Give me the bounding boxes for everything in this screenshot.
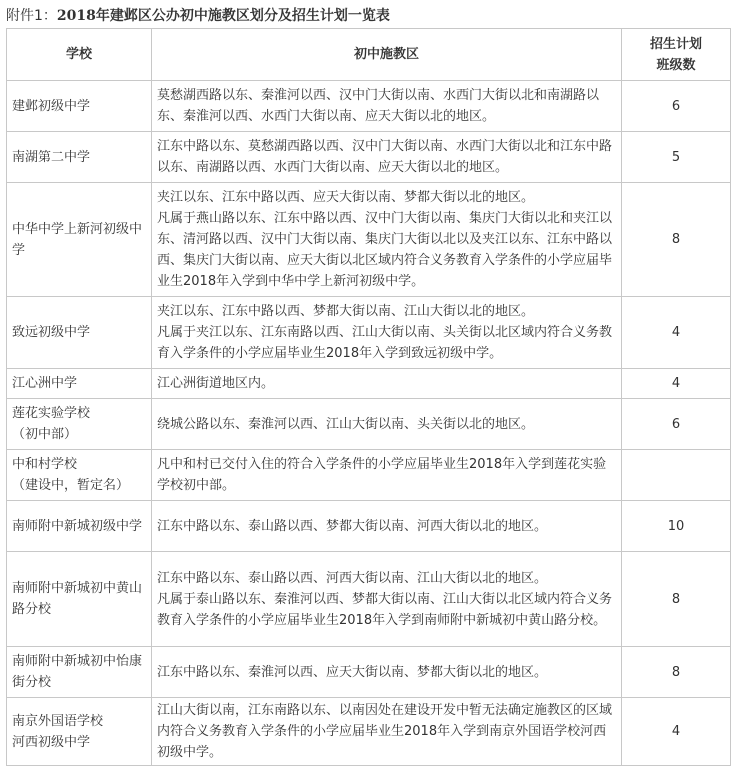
cell-classes: 8 bbox=[622, 183, 731, 297]
school-name-line: 莲花实验学校 bbox=[12, 406, 91, 421]
header-school: 学校 bbox=[7, 29, 152, 81]
school-name-line: 南师附中新城初级中学 bbox=[12, 518, 143, 534]
area-paragraph: 凡中和村已交付入住的符合入学条件的小学应届毕业生2018年入学到莲花实验学校初中部。 bbox=[157, 457, 607, 493]
cell-area bbox=[152, 450, 622, 501]
area-paragraph: 江山大街以南，江东南路以东、以南因处在建设开发中暂无法确定施教区的区域内符合义务教育入学条件的小学应届毕业生2018年入学到南京外国语学校河西初级中学。 bbox=[157, 703, 613, 760]
school-name-line: 中和村学校 bbox=[12, 457, 78, 472]
enrollment-plan-table bbox=[6, 28, 731, 766]
school-name-line: 南湖第二中学 bbox=[12, 149, 91, 165]
school-name-line: 江心洲中学 bbox=[12, 376, 78, 391]
cell-classes: 8 bbox=[622, 647, 731, 698]
cell-school bbox=[7, 698, 152, 766]
header-area: 初中施教区 bbox=[152, 29, 622, 81]
area-paragraph: 凡属于燕山路以东、江东中路以西、汉中门大街以南、集庆门大街以北和夹江以东、清河路以西、汉中门大街以南、集庆门大街以北以及夹江以东、江东中路以西、集庆门大街以南、应天大街以北区域内符合义务教育入学条件的小学应届毕业生2018年入学到中华中学上新河初级中学。 bbox=[157, 211, 613, 289]
title-prefix: 附件1： bbox=[6, 8, 57, 24]
cell-classes: 6 bbox=[622, 399, 731, 450]
cell-area bbox=[152, 369, 622, 399]
cell-classes: 8 bbox=[622, 552, 731, 647]
school-name-line: 南师附中新城初中怡康街分校 bbox=[12, 654, 143, 690]
table-row bbox=[7, 297, 731, 369]
title-main: 2018年建邺区公办初中施教区划分及招生计划一览表 bbox=[56, 8, 390, 24]
cell-school bbox=[7, 183, 152, 297]
table-row bbox=[7, 647, 731, 698]
area-paragraph: 夹江以东、江东中路以西、应天大街以南、梦都大街以北的地区。 bbox=[157, 190, 535, 205]
table-row bbox=[7, 81, 731, 132]
cell-school bbox=[7, 450, 152, 501]
cell-classes: 4 bbox=[622, 698, 731, 766]
document-title bbox=[6, 4, 390, 28]
cell-school bbox=[7, 132, 152, 183]
header-classes-line1: 招生计划 bbox=[649, 36, 702, 52]
table-body bbox=[7, 81, 731, 766]
cell-classes: 5 bbox=[622, 132, 731, 183]
cell-classes: 4 bbox=[622, 369, 731, 399]
area-paragraph: 江东中路以东、秦淮河以西、应天大街以南、梦都大街以北的地区。 bbox=[157, 664, 548, 680]
cell-area bbox=[152, 81, 622, 132]
school-name-line: 南师附中新城初中黄山路分校 bbox=[12, 581, 143, 617]
cell-classes: 4 bbox=[622, 297, 731, 369]
school-name-line: 建邺初级中学 bbox=[12, 98, 91, 114]
cell-area bbox=[152, 501, 622, 552]
table-row bbox=[7, 501, 731, 552]
cell-area bbox=[152, 698, 622, 766]
cell-area bbox=[152, 399, 622, 450]
table-row bbox=[7, 552, 731, 647]
school-name-line: 河西初级中学 bbox=[12, 734, 91, 750]
school-name-line: （建设中，暂定名） bbox=[12, 478, 130, 493]
cell-school bbox=[7, 369, 152, 399]
cell-area bbox=[152, 132, 622, 183]
area-paragraph: 江东中路以东、泰山路以西、梦都大街以南、河西大街以北的地区。 bbox=[157, 518, 548, 534]
area-paragraph: 凡属于夹江以东、江东南路以西、江山大街以南、头关街以北区域内符合义务教育入学条件的小学应届毕业生2018年入学到致远初级中学。 bbox=[157, 325, 613, 361]
table-row bbox=[7, 399, 731, 450]
header-classes-line2: 班级数 bbox=[656, 57, 696, 73]
table-header-row bbox=[7, 29, 731, 81]
cell-classes bbox=[622, 450, 731, 501]
area-paragraph: 绕城公路以东、秦淮河以西、江山大街以南、头关街以北的地区。 bbox=[157, 416, 535, 432]
cell-school bbox=[7, 552, 152, 647]
school-name-line: 致远初级中学 bbox=[12, 325, 91, 340]
cell-classes: 10 bbox=[622, 501, 731, 552]
table-row bbox=[7, 183, 731, 297]
area-paragraph: 江东中路以东、泰山路以西、河西大街以南、江山大街以北的地区。 bbox=[157, 570, 548, 586]
area-paragraph: 凡属于泰山路以东、秦淮河以西、梦都大街以南、江山大街以北区域内符合义务教育入学条件的小学应届毕业生2018年入学到南师附中新城初中黄山路分校。 bbox=[157, 591, 613, 628]
table-row bbox=[7, 450, 731, 501]
school-name-line: （初中部） bbox=[12, 427, 78, 442]
cell-area bbox=[152, 552, 622, 647]
school-name-line: 中华中学上新河初级中学 bbox=[12, 221, 143, 258]
cell-area bbox=[152, 297, 622, 369]
area-paragraph: 夹江以东、江东中路以西、梦都大街以南、江山大街以北的地区。 bbox=[157, 304, 535, 319]
cell-school bbox=[7, 647, 152, 698]
cell-school bbox=[7, 297, 152, 369]
cell-school bbox=[7, 81, 152, 132]
header-classes bbox=[622, 29, 731, 81]
school-name-line: 南京外国语学校 bbox=[12, 713, 104, 729]
table-row bbox=[7, 132, 731, 183]
area-paragraph: 江心洲街道地区内。 bbox=[157, 376, 275, 391]
cell-school bbox=[7, 399, 152, 450]
cell-school bbox=[7, 501, 152, 552]
table-row bbox=[7, 698, 731, 766]
area-paragraph: 江东中路以东、莫愁湖西路以西、汉中门大街以南、水西门大街以北和江东中路以东、南湖路以西、水西门大街以南、应天大街以北的地区。 bbox=[157, 139, 613, 175]
cell-classes: 6 bbox=[622, 81, 731, 132]
cell-area bbox=[152, 183, 622, 297]
cell-area bbox=[152, 647, 622, 698]
table-row bbox=[7, 369, 731, 399]
area-paragraph: 莫愁湖西路以东、秦淮河以西、汉中门大街以南、水西门大街以北和南湖路以东、秦淮河以西、水西门大街以南、应天大街以北的地区。 bbox=[157, 88, 600, 124]
